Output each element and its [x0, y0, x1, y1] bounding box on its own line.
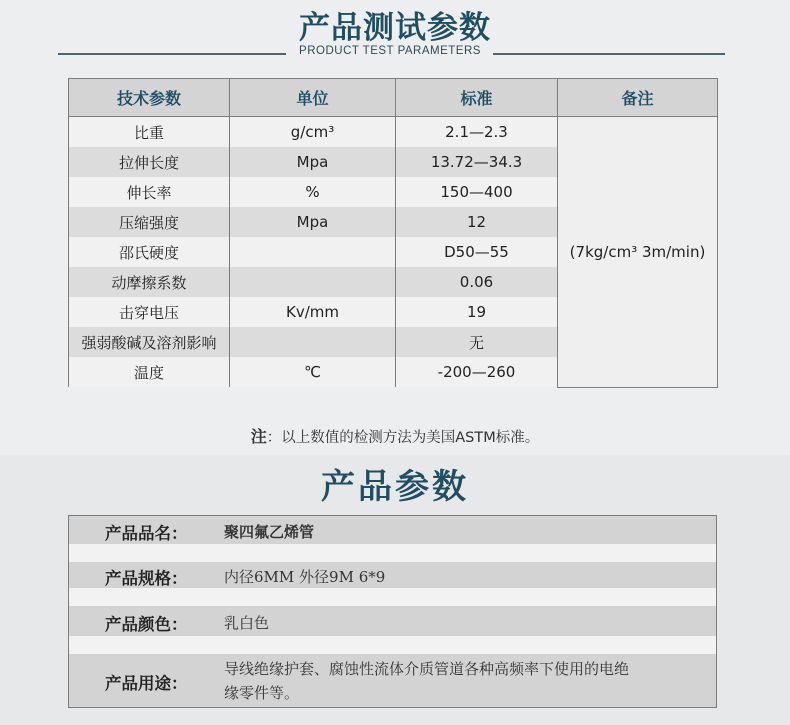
cell-param: 伸长率 — [69, 177, 230, 207]
product-color-label: 产品颜色： — [105, 615, 188, 634]
table-row — [69, 117, 718, 148]
spacer-row — [69, 588, 716, 606]
cell-unit: Kv/mm — [230, 297, 396, 327]
cell-param: 比重 — [69, 117, 230, 148]
product-spec-value: 内径6MM 外径9M 6*9 — [224, 568, 386, 586]
product-info-box — [68, 515, 717, 708]
cell-standard: D50—55 — [396, 237, 558, 267]
cell-unit: ℃ — [230, 357, 396, 387]
product-name-value: 聚四氟乙烯管 — [224, 523, 315, 541]
cell-standard: 无 — [396, 327, 558, 357]
cell-unit: Mpa — [230, 207, 396, 237]
cell-standard: -200—260 — [396, 357, 558, 387]
product-name-label: 产品品名： — [105, 524, 188, 543]
product-usage-value-line1: 导线绝缘护套、腐蚀性流体介质管道各种高频率下使用的电绝 — [224, 660, 630, 678]
cell-param: 压缩强度 — [69, 207, 230, 237]
header-remark: 备注 — [558, 79, 718, 117]
section-title: 产品测试参数 — [299, 10, 491, 46]
section-subtitle: PRODUCT TEST PARAMETERS — [299, 45, 481, 57]
cell-standard: 0.06 — [396, 267, 558, 297]
cell-unit — [230, 237, 396, 267]
subtitle-bar — [0, 44, 790, 64]
spacer-row — [69, 544, 716, 562]
cell-unit: Mpa — [230, 147, 396, 177]
divider-line-right — [493, 53, 725, 55]
header-param: 技术参数 — [69, 79, 230, 117]
product-name-row — [69, 516, 716, 544]
cell-standard: 12 — [396, 207, 558, 237]
cell-unit — [230, 267, 396, 297]
note-label: 注 — [250, 427, 267, 446]
test-parameters-table — [68, 78, 718, 388]
cell-standard: 19 — [396, 297, 558, 327]
spacer-row — [69, 636, 716, 654]
cell-unit: % — [230, 177, 396, 207]
header-unit: 单位 — [230, 79, 396, 117]
cell-unit: g/cm³ — [230, 117, 396, 148]
cell-param: 动摩擦系数 — [69, 267, 230, 297]
cell-param: 拉伸长度 — [69, 147, 230, 177]
product-usage-value-line2: 缘零件等。 — [224, 684, 300, 702]
cell-standard: 13.72—34.3 — [396, 147, 558, 177]
cell-param: 强弱酸碱及溶剂影响 — [69, 327, 230, 357]
cell-param: 击穿电压 — [69, 297, 230, 327]
divider-line-left — [58, 53, 286, 55]
cell-standard: 2.1—2.3 — [396, 117, 558, 148]
cell-unit — [230, 327, 396, 357]
note-text: ：以上数值的检测方法为美国ASTM标准。 — [266, 430, 540, 446]
cell-param: 邵氏硬度 — [69, 237, 230, 267]
product-usage-row — [69, 654, 716, 707]
table-header-row — [69, 79, 718, 117]
product-usage-label: 产品用途： — [105, 674, 188, 693]
header-standard: 标准 — [396, 79, 558, 117]
cell-remark: (7kg/cm³ 3m/min) — [558, 117, 718, 388]
product-color-row — [69, 606, 716, 636]
cell-standard: 150—400 — [396, 177, 558, 207]
product-section-title: 产品参数 — [321, 467, 469, 507]
product-spec-label: 产品规格： — [105, 569, 188, 588]
product-spec-row — [69, 562, 716, 588]
test-method-note — [0, 424, 790, 447]
cell-param: 温度 — [69, 357, 230, 387]
product-color-value: 乳白色 — [224, 614, 270, 632]
